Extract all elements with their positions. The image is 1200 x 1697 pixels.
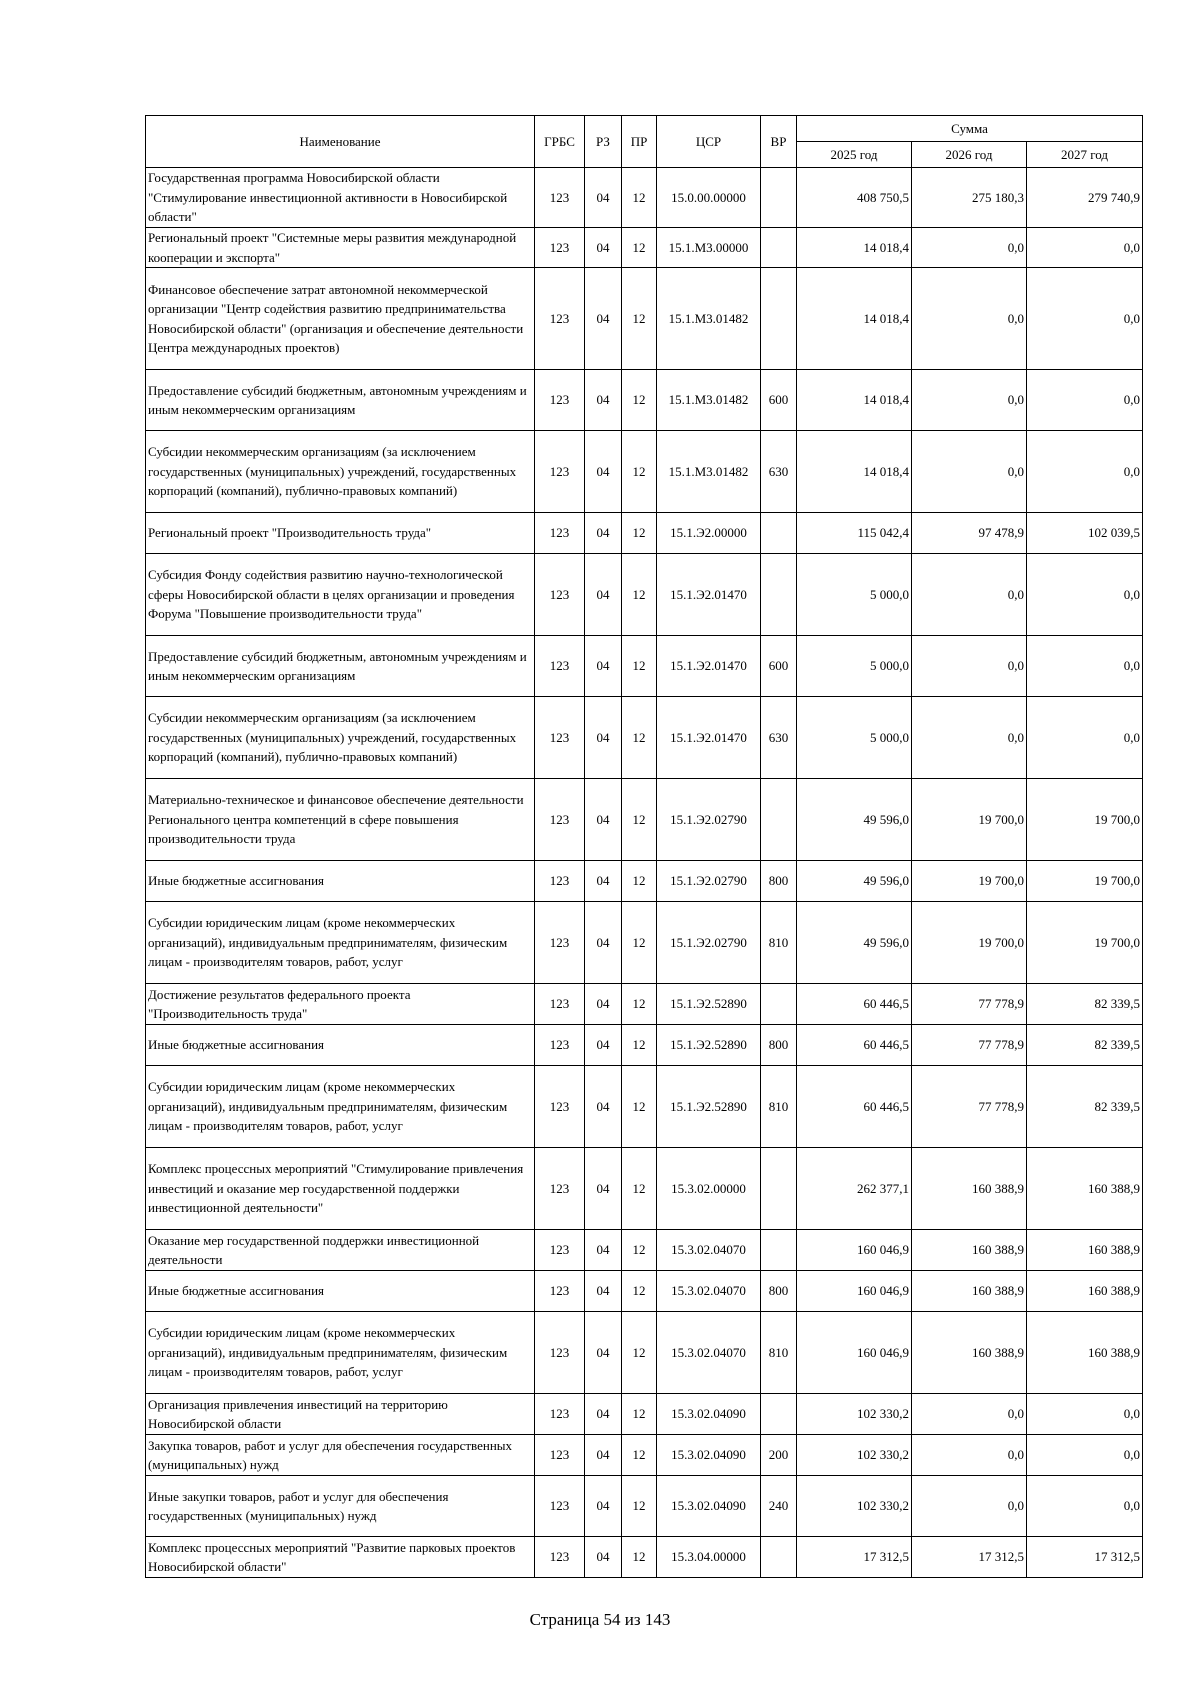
cell-2026: 17 312,5 xyxy=(912,1537,1027,1578)
cell-2026: 0,0 xyxy=(912,636,1027,697)
cell-pr: 12 xyxy=(622,861,657,902)
cell-grbs: 123 xyxy=(535,1435,585,1476)
cell-2026: 160 388,9 xyxy=(912,1312,1027,1394)
table-row xyxy=(146,1476,1143,1537)
cell-2025: 102 330,2 xyxy=(797,1476,912,1537)
cell-pr: 12 xyxy=(622,1271,657,1312)
table-body xyxy=(146,168,1143,1578)
cell-2026: 160 388,9 xyxy=(912,1230,1027,1271)
table-row xyxy=(146,513,1143,554)
table-row xyxy=(146,1537,1143,1578)
cell-name: Комплекс процессных мероприятий "Стимулирование привлечения инвестиций и оказание мер государственной поддержки инвестиционной деятельности" xyxy=(146,1148,535,1230)
header-rz: РЗ xyxy=(585,116,622,168)
cell-2027: 82 339,5 xyxy=(1027,1066,1143,1148)
cell-name: Предоставление субсидий бюджетным, автономным учреждениям и иным некоммерческим организациям xyxy=(146,370,535,431)
cell-2027: 102 039,5 xyxy=(1027,513,1143,554)
table-row xyxy=(146,697,1143,779)
cell-2026: 160 388,9 xyxy=(912,1148,1027,1230)
cell-csr: 15.1.М3.01482 xyxy=(657,370,761,431)
cell-grbs: 123 xyxy=(535,697,585,779)
header-sum: Сумма xyxy=(797,116,1143,142)
cell-2025: 14 018,4 xyxy=(797,268,912,370)
cell-2026: 19 700,0 xyxy=(912,779,1027,861)
cell-2025: 102 330,2 xyxy=(797,1394,912,1435)
cell-name: Иные бюджетные ассигнования xyxy=(146,1271,535,1312)
cell-name: Субсидии юридическим лицам (кроме некоммерческих организаций), индивидуальным предпринимателям, физическим лицам - производителям товаров, работ, услуг xyxy=(146,902,535,984)
cell-vr xyxy=(761,779,797,861)
cell-vr: 810 xyxy=(761,1312,797,1394)
cell-2027: 19 700,0 xyxy=(1027,861,1143,902)
table-row xyxy=(146,984,1143,1025)
cell-2026: 275 180,3 xyxy=(912,168,1027,228)
cell-name: Комплекс процессных мероприятий "Развитие парковых проектов Новосибирской области" xyxy=(146,1537,535,1578)
header-year-2025: 2025 год xyxy=(797,142,912,168)
cell-rz: 04 xyxy=(585,268,622,370)
table-row xyxy=(146,554,1143,636)
cell-pr: 12 xyxy=(622,984,657,1025)
cell-rz: 04 xyxy=(585,1435,622,1476)
table-row xyxy=(146,431,1143,513)
cell-2026: 19 700,0 xyxy=(912,861,1027,902)
table-row xyxy=(146,861,1143,902)
cell-2025: 160 046,9 xyxy=(797,1230,912,1271)
cell-csr: 15.3.02.04070 xyxy=(657,1230,761,1271)
cell-vr: 800 xyxy=(761,1271,797,1312)
cell-rz: 04 xyxy=(585,1066,622,1148)
cell-vr: 810 xyxy=(761,902,797,984)
cell-csr: 15.3.02.00000 xyxy=(657,1148,761,1230)
cell-rz: 04 xyxy=(585,370,622,431)
cell-grbs: 123 xyxy=(535,1230,585,1271)
cell-name: Субсидия Фонду содействия развитию научно-технологической сферы Новосибирской области в целях организации и проведения Форума "Повышение производительности труда" xyxy=(146,554,535,636)
cell-grbs: 123 xyxy=(535,636,585,697)
cell-2026: 0,0 xyxy=(912,554,1027,636)
cell-pr: 12 xyxy=(622,268,657,370)
cell-vr xyxy=(761,984,797,1025)
cell-grbs: 123 xyxy=(535,1312,585,1394)
cell-pr: 12 xyxy=(622,513,657,554)
cell-csr: 15.1.М3.00000 xyxy=(657,228,761,268)
cell-csr: 15.3.02.04070 xyxy=(657,1312,761,1394)
cell-csr: 15.1.М3.01482 xyxy=(657,431,761,513)
cell-2026: 77 778,9 xyxy=(912,984,1027,1025)
cell-rz: 04 xyxy=(585,861,622,902)
cell-grbs: 123 xyxy=(535,431,585,513)
cell-grbs: 123 xyxy=(535,1394,585,1435)
cell-2026: 77 778,9 xyxy=(912,1025,1027,1066)
cell-pr: 12 xyxy=(622,1476,657,1537)
cell-vr xyxy=(761,228,797,268)
cell-csr: 15.1.Э2.52890 xyxy=(657,984,761,1025)
cell-rz: 04 xyxy=(585,168,622,228)
cell-2025: 5 000,0 xyxy=(797,636,912,697)
cell-2027: 0,0 xyxy=(1027,1476,1143,1537)
cell-2026: 19 700,0 xyxy=(912,902,1027,984)
header-name: Наименование xyxy=(146,116,535,168)
cell-vr: 810 xyxy=(761,1066,797,1148)
cell-2027: 0,0 xyxy=(1027,1435,1143,1476)
cell-2027: 160 388,9 xyxy=(1027,1148,1143,1230)
cell-2025: 102 330,2 xyxy=(797,1435,912,1476)
header-year-2027: 2027 год xyxy=(1027,142,1143,168)
table-row xyxy=(146,1230,1143,1271)
cell-vr xyxy=(761,168,797,228)
cell-name: Организация привлечения инвестиций на территорию Новосибирской области xyxy=(146,1394,535,1435)
cell-2025: 14 018,4 xyxy=(797,431,912,513)
cell-rz: 04 xyxy=(585,431,622,513)
cell-2027: 0,0 xyxy=(1027,1394,1143,1435)
cell-2025: 262 377,1 xyxy=(797,1148,912,1230)
cell-2025: 14 018,4 xyxy=(797,370,912,431)
cell-2025: 49 596,0 xyxy=(797,902,912,984)
cell-csr: 15.1.Э2.01470 xyxy=(657,554,761,636)
cell-csr: 15.1.Э2.02790 xyxy=(657,902,761,984)
table-row xyxy=(146,1271,1143,1312)
cell-pr: 12 xyxy=(622,370,657,431)
cell-2025: 17 312,5 xyxy=(797,1537,912,1578)
cell-grbs: 123 xyxy=(535,1271,585,1312)
cell-name: Закупка товаров, работ и услуг для обеспечения государственных (муниципальных) нужд xyxy=(146,1435,535,1476)
cell-pr: 12 xyxy=(622,902,657,984)
budget-table xyxy=(145,115,1143,1578)
table-row xyxy=(146,1066,1143,1148)
cell-rz: 04 xyxy=(585,636,622,697)
cell-2027: 19 700,0 xyxy=(1027,779,1143,861)
table-row xyxy=(146,1025,1143,1066)
cell-pr: 12 xyxy=(622,697,657,779)
cell-rz: 04 xyxy=(585,779,622,861)
cell-rz: 04 xyxy=(585,1537,622,1578)
cell-2027: 160 388,9 xyxy=(1027,1230,1143,1271)
cell-vr: 800 xyxy=(761,861,797,902)
cell-2026: 160 388,9 xyxy=(912,1271,1027,1312)
cell-pr: 12 xyxy=(622,228,657,268)
cell-grbs: 123 xyxy=(535,513,585,554)
cell-name: Субсидии некоммерческим организациям (за исключением государственных (муниципальных) учреждений, государственных корпораций (компаний), публично-правовых компаний) xyxy=(146,431,535,513)
cell-name: Иные бюджетные ассигнования xyxy=(146,861,535,902)
table-row xyxy=(146,370,1143,431)
cell-csr: 15.1.Э2.02790 xyxy=(657,861,761,902)
cell-2027: 0,0 xyxy=(1027,636,1143,697)
cell-rz: 04 xyxy=(585,1025,622,1066)
table-row xyxy=(146,636,1143,697)
cell-vr: 600 xyxy=(761,370,797,431)
cell-2027: 279 740,9 xyxy=(1027,168,1143,228)
cell-name: Субсидии юридическим лицам (кроме некоммерческих организаций), индивидуальным предпринимателям, физическим лицам - производителям товаров, работ, услуг xyxy=(146,1066,535,1148)
cell-2026: 77 778,9 xyxy=(912,1066,1027,1148)
cell-grbs: 123 xyxy=(535,370,585,431)
cell-pr: 12 xyxy=(622,1148,657,1230)
cell-csr: 15.1.М3.01482 xyxy=(657,268,761,370)
cell-grbs: 123 xyxy=(535,1148,585,1230)
cell-grbs: 123 xyxy=(535,861,585,902)
cell-vr xyxy=(761,513,797,554)
cell-2025: 49 596,0 xyxy=(797,779,912,861)
cell-2025: 160 046,9 xyxy=(797,1312,912,1394)
cell-name: Региональный проект "Производительность труда" xyxy=(146,513,535,554)
page-number: Страница 54 из 143 xyxy=(529,1610,671,1629)
cell-2027: 160 388,9 xyxy=(1027,1312,1143,1394)
cell-csr: 15.1.Э2.52890 xyxy=(657,1066,761,1148)
cell-2027: 0,0 xyxy=(1027,370,1143,431)
cell-rz: 04 xyxy=(585,513,622,554)
cell-vr: 800 xyxy=(761,1025,797,1066)
cell-grbs: 123 xyxy=(535,554,585,636)
cell-grbs: 123 xyxy=(535,902,585,984)
table-row xyxy=(146,1435,1143,1476)
table-row xyxy=(146,268,1143,370)
cell-grbs: 123 xyxy=(535,779,585,861)
cell-2026: 0,0 xyxy=(912,431,1027,513)
cell-2025: 60 446,5 xyxy=(797,1025,912,1066)
header-row xyxy=(146,116,1143,142)
cell-rz: 04 xyxy=(585,1476,622,1537)
cell-rz: 04 xyxy=(585,984,622,1025)
cell-csr: 15.0.00.00000 xyxy=(657,168,761,228)
cell-pr: 12 xyxy=(622,779,657,861)
header-grbs: ГРБС xyxy=(535,116,585,168)
cell-vr: 240 xyxy=(761,1476,797,1537)
cell-csr: 15.3.02.04090 xyxy=(657,1394,761,1435)
cell-2025: 160 046,9 xyxy=(797,1271,912,1312)
cell-2027: 19 700,0 xyxy=(1027,902,1143,984)
cell-2026: 0,0 xyxy=(912,228,1027,268)
cell-2026: 0,0 xyxy=(912,697,1027,779)
cell-csr: 15.3.02.04090 xyxy=(657,1476,761,1537)
cell-name: Иные бюджетные ассигнования xyxy=(146,1025,535,1066)
cell-vr xyxy=(761,1537,797,1578)
cell-pr: 12 xyxy=(622,431,657,513)
cell-2025: 5 000,0 xyxy=(797,554,912,636)
cell-csr: 15.1.Э2.52890 xyxy=(657,1025,761,1066)
cell-name: Иные закупки товаров, работ и услуг для обеспечения государственных (муниципальных) нужд xyxy=(146,1476,535,1537)
cell-2025: 14 018,4 xyxy=(797,228,912,268)
table-row xyxy=(146,168,1143,228)
cell-pr: 12 xyxy=(622,1230,657,1271)
cell-2026: 0,0 xyxy=(912,1394,1027,1435)
cell-2027: 160 388,9 xyxy=(1027,1271,1143,1312)
budget-table-container xyxy=(145,115,1142,1578)
cell-grbs: 123 xyxy=(535,1025,585,1066)
cell-vr: 600 xyxy=(761,636,797,697)
cell-grbs: 123 xyxy=(535,168,585,228)
cell-pr: 12 xyxy=(622,168,657,228)
cell-pr: 12 xyxy=(622,1435,657,1476)
cell-csr: 15.3.02.04070 xyxy=(657,1271,761,1312)
table-row xyxy=(146,902,1143,984)
cell-pr: 12 xyxy=(622,1537,657,1578)
cell-pr: 12 xyxy=(622,1025,657,1066)
cell-vr xyxy=(761,1394,797,1435)
cell-name: Материально-техническое и финансовое обеспечение деятельности Регионального центра компетенций в сфере повышения производительности труда xyxy=(146,779,535,861)
cell-pr: 12 xyxy=(622,1312,657,1394)
cell-csr: 15.3.04.00000 xyxy=(657,1537,761,1578)
cell-rz: 04 xyxy=(585,1394,622,1435)
cell-vr xyxy=(761,268,797,370)
cell-csr: 15.1.Э2.01470 xyxy=(657,697,761,779)
cell-2026: 0,0 xyxy=(912,1476,1027,1537)
table-row xyxy=(146,1148,1143,1230)
cell-rz: 04 xyxy=(585,228,622,268)
cell-csr: 15.3.02.04090 xyxy=(657,1435,761,1476)
cell-2027: 82 339,5 xyxy=(1027,1025,1143,1066)
cell-rz: 04 xyxy=(585,1271,622,1312)
cell-csr: 15.1.Э2.00000 xyxy=(657,513,761,554)
cell-vr xyxy=(761,554,797,636)
header-csr: ЦСР xyxy=(657,116,761,168)
cell-csr: 15.1.Э2.01470 xyxy=(657,636,761,697)
table-row xyxy=(146,228,1143,268)
table-row xyxy=(146,1312,1143,1394)
cell-2025: 60 446,5 xyxy=(797,984,912,1025)
cell-csr: 15.1.Э2.02790 xyxy=(657,779,761,861)
cell-2025: 49 596,0 xyxy=(797,861,912,902)
cell-2026: 0,0 xyxy=(912,1435,1027,1476)
cell-rz: 04 xyxy=(585,1148,622,1230)
cell-name: Достижение результатов федерального проекта "Производительность труда" xyxy=(146,984,535,1025)
header-pr: ПР xyxy=(622,116,657,168)
cell-pr: 12 xyxy=(622,636,657,697)
cell-rz: 04 xyxy=(585,554,622,636)
cell-name: Финансовое обеспечение затрат автономной некоммерческой организации "Центр содействия развитию предпринимательства Новосибирской области" (организация и обеспечение деятельности Центра международных проектов) xyxy=(146,268,535,370)
cell-grbs: 123 xyxy=(535,1066,585,1148)
cell-2025: 60 446,5 xyxy=(797,1066,912,1148)
cell-2026: 0,0 xyxy=(912,268,1027,370)
cell-pr: 12 xyxy=(622,1066,657,1148)
header-vr: ВР xyxy=(761,116,797,168)
cell-name: Предоставление субсидий бюджетным, автономным учреждениям и иным некоммерческим организациям xyxy=(146,636,535,697)
header-year-2026: 2026 год xyxy=(912,142,1027,168)
cell-2027: 0,0 xyxy=(1027,697,1143,779)
cell-2027: 82 339,5 xyxy=(1027,984,1143,1025)
cell-rz: 04 xyxy=(585,697,622,779)
cell-rz: 04 xyxy=(585,1230,622,1271)
cell-2027: 0,0 xyxy=(1027,268,1143,370)
cell-vr: 630 xyxy=(761,697,797,779)
cell-grbs: 123 xyxy=(535,1476,585,1537)
cell-rz: 04 xyxy=(585,902,622,984)
cell-pr: 12 xyxy=(622,1394,657,1435)
cell-vr: 630 xyxy=(761,431,797,513)
cell-vr xyxy=(761,1148,797,1230)
cell-2027: 0,0 xyxy=(1027,228,1143,268)
cell-2026: 0,0 xyxy=(912,370,1027,431)
cell-2027: 17 312,5 xyxy=(1027,1537,1143,1578)
cell-pr: 12 xyxy=(622,554,657,636)
cell-grbs: 123 xyxy=(535,228,585,268)
cell-grbs: 123 xyxy=(535,1537,585,1578)
cell-rz: 04 xyxy=(585,1312,622,1394)
cell-grbs: 123 xyxy=(535,268,585,370)
cell-2025: 115 042,4 xyxy=(797,513,912,554)
cell-2027: 0,0 xyxy=(1027,554,1143,636)
cell-name: Государственная программа Новосибирской области "Стимулирование инвестиционной активности в Новосибирской области" xyxy=(146,168,535,228)
cell-name: Региональный проект "Системные меры развития международной кооперации и экспорта" xyxy=(146,228,535,268)
cell-vr: 200 xyxy=(761,1435,797,1476)
cell-name: Субсидии некоммерческим организациям (за исключением государственных (муниципальных) учреждений, государственных корпораций (компаний), публично-правовых компаний) xyxy=(146,697,535,779)
cell-vr xyxy=(761,1230,797,1271)
table-row xyxy=(146,779,1143,861)
cell-2027: 0,0 xyxy=(1027,431,1143,513)
cell-name: Оказание мер государственной поддержки инвестиционной деятельности xyxy=(146,1230,535,1271)
table-row xyxy=(146,1394,1143,1435)
cell-grbs: 123 xyxy=(535,984,585,1025)
cell-name: Субсидии юридическим лицам (кроме некоммерческих организаций), индивидуальным предпринимателям, физическим лицам - производителям товаров, работ, услуг xyxy=(146,1312,535,1394)
cell-2026: 97 478,9 xyxy=(912,513,1027,554)
cell-2025: 5 000,0 xyxy=(797,697,912,779)
cell-2025: 408 750,5 xyxy=(797,168,912,228)
